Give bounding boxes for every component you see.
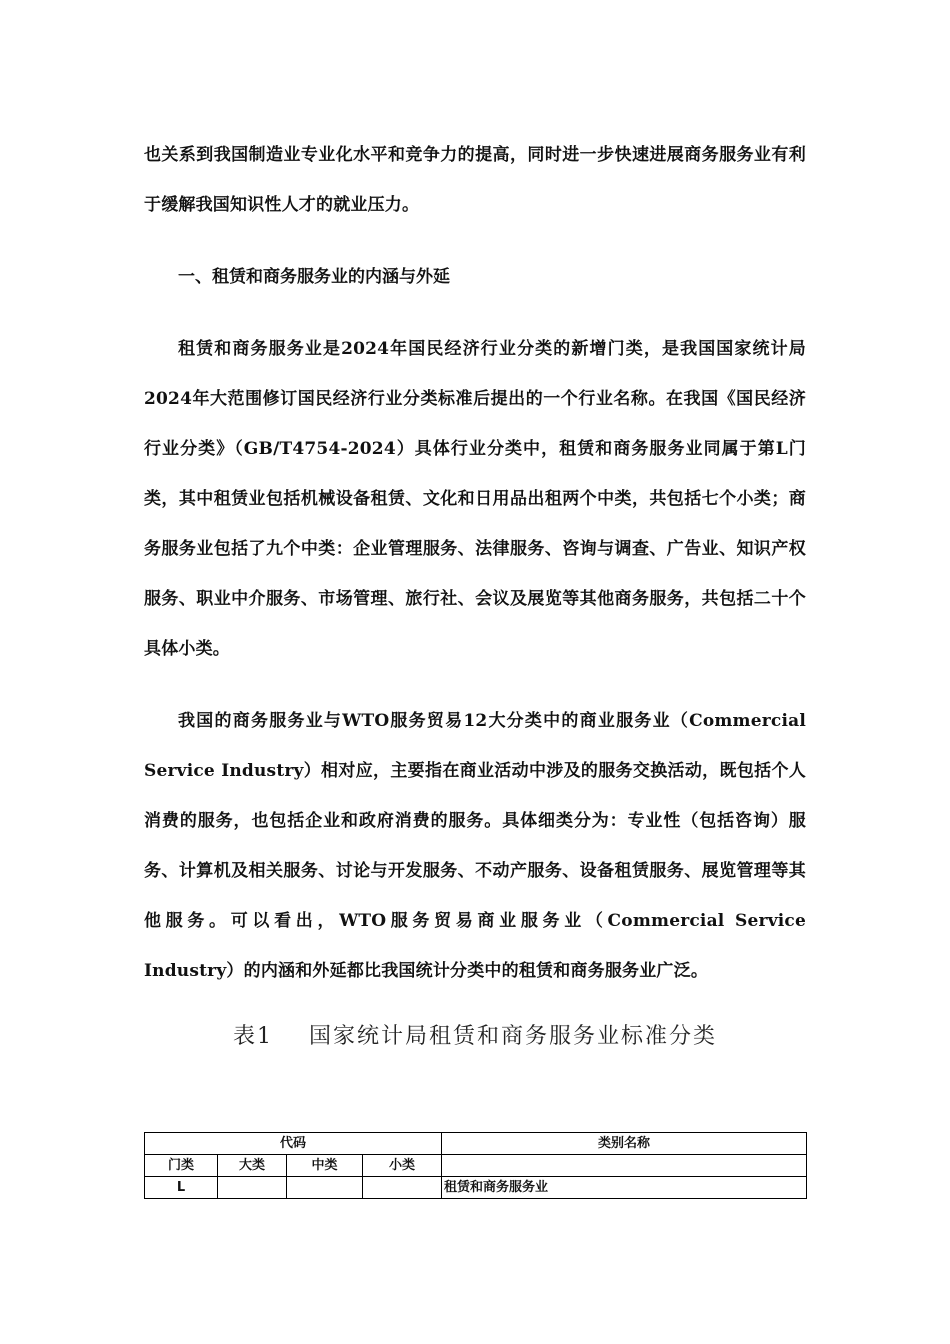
- paragraph-wto-comparison: 我国的商务服务业与WTO服务贸易12大分类中的商业服务业（Commercial Service Industry）相对应，主要指在商业活动中涉及的服务交换活动，既包括个人消费的服务，也包括企业和政府消费的服务。具体细类分为：专业性（包括咨询）服务、计算机及相关服务、讨论与开发服务、不动产服务、设备租赁服务、展览管理等其他服务。可以看出，WTO服务贸易商业服务业（Commercial Service Industry）的内涵和外延都比我国统计分类中的租赁和商务服务业广泛。: [144, 711, 806, 981]
- table-subheader-row: [145, 1155, 807, 1177]
- cell-xiao: [363, 1177, 442, 1199]
- document-body: [144, 130, 806, 1062]
- cell-men: L: [145, 1177, 218, 1199]
- subheader-da: 大类: [218, 1155, 287, 1177]
- table-row: [145, 1177, 807, 1199]
- cell-zhong: [287, 1177, 363, 1199]
- classification-table: [144, 1132, 807, 1199]
- subheader-xiao: 小类: [363, 1155, 442, 1177]
- cell-name: 租赁和商务服务业: [442, 1177, 807, 1199]
- paragraph-definition: 租赁和商务服务业是2024年国民经济行业分类的新增门类，是我国国家统计局2024年大范围修订国民经济行业分类标准后提出的一个行业名称。在我国《国民经济行业分类》（GB/T4754-2024）具体行业分类中，租赁和商务服务业同属于第L门类，其中租赁业包括机械设备租赁、文化和日用品出租两个中类，共包括七个小类；商务服务业包括了九个中类：企业管理服务、法律服务、咨询与调查、广告业、知识产权服务、职业中介服务、市场管理、旅行社、会议及展览等其他商务服务，共包括二十个具体小类。: [144, 339, 806, 659]
- header-code: 代码: [145, 1133, 442, 1155]
- table-header-row: [145, 1133, 807, 1155]
- section-heading: 一、租赁和商务服务业的内涵与外延: [178, 267, 450, 287]
- header-category-name: 类别名称: [442, 1133, 807, 1155]
- table-caption: [144, 1012, 806, 1062]
- table-caption-title: 国家统计局租赁和商务服务业标准分类: [308, 1024, 717, 1049]
- table-caption-number: 表1: [232, 1024, 273, 1049]
- subheader-name-empty: [442, 1155, 807, 1177]
- subheader-men: 门类: [145, 1155, 218, 1177]
- cell-da: [218, 1177, 287, 1199]
- subheader-zhong: 中类: [287, 1155, 363, 1177]
- paragraph-continuation: 也关系到我国制造业专业化水平和竞争力的提高，同时进一步快速进展商务服务业有利于缓解我国知识性人才的就业压力。: [144, 145, 806, 215]
